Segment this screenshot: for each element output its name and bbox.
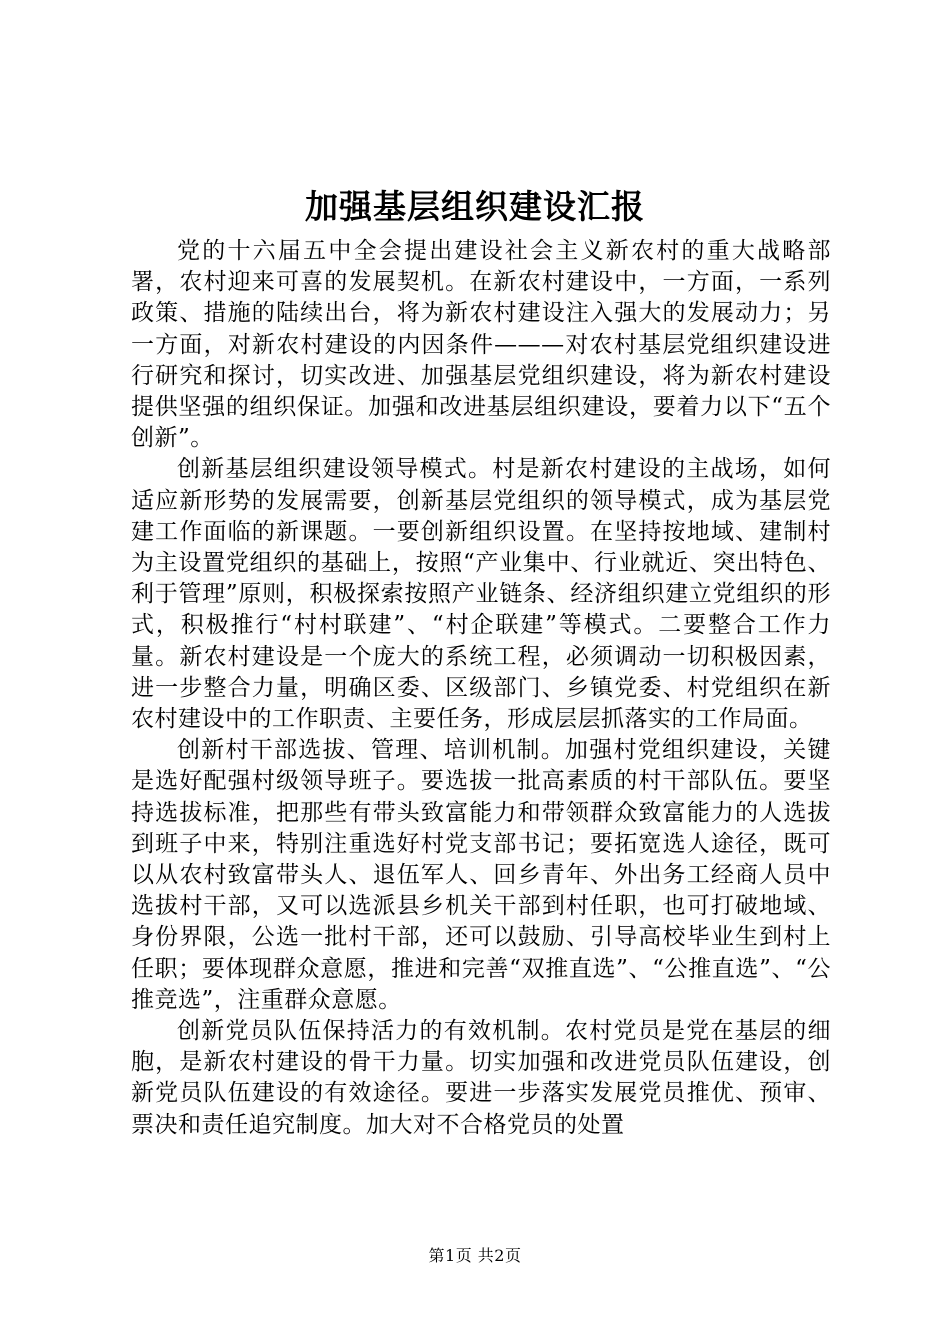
page-number-footer: 第1页 共2页 xyxy=(428,1246,522,1265)
paragraph-leadership-model: 创新基层组织建设领导模式。村是新农村建设的主战场，如何适应新形势的发展需要，创新基层党组织的领导模式，成为基层党建工作面临的新课题。一要创新组织设置。在坚持按地域、建制村为主设置党组织的基础上，按照“产业集中、行业就近、突出特色、利于管理”原则，积极探索按照产业链条、经济组织建立党组织的形式，积极推行“村村联建”、“村企联建”等模式。二要整合工作力量。新农村建设是一个庞大的系统工程，必须调动一切积极因素，进一步整合力量，明确区委、区级部门、乡镇党委、村党组织在新农村建设中的工作职责、主要任务，形成层层抓落实的工作局面。 xyxy=(131,456,831,733)
document-title: 加强基层组织建设汇报 xyxy=(305,187,645,226)
paragraph-intro: 党的十六届五中全会提出建设社会主义新农村的重大战略部署，农村迎来可喜的发展契机。在新农村建设中，一方面，一系列政策、措施的陆续出台，将为新农村建设注入强大的发展动力；另一方面，对新农村建设的内因条件———对农村基层党组织建设进行研究和探讨，切实改进、加强基层党组织建设，将为新农村建设提供坚强的组织保证。加强和改进基层组织建设，要着力以下“五个创新”。 xyxy=(131,238,831,452)
document-body xyxy=(131,236,831,1141)
paragraph-member-vitality: 创新党员队伍保持活力的有效机制。农村党员是党在基层的细胞，是新农村建设的骨干力量。切实加强和改进党员队伍建设，创新党员队伍建设的有效途径。要进一步落实发展党员推优、预审、票决和责任追究制度。加大对不合格党员的处置 xyxy=(131,1018,831,1138)
paragraph-cadre-mechanism: 创新村干部选拔、管理、培训机制。加强村党组织建设，关键是选好配强村级领导班子。要选拔一批高素质的村干部队伍。要坚持选拔标准，把那些有带头致富能力和带领群众致富能力的人选拔到班子中来，特别注重选好村党支部书记；要拓宽选人途径，既可以从农村致富带头人、退伍军人、回乡青年、外出务工经商人员中选拔村干部，又可以选派县乡机关干部到村任职，也可打破地域、身份界限，公选一批村干部，还可以鼓励、引导高校毕业生到村上任职；要体现群众意愿，推进和完善“双推直选”、“公推直选”、“公推竞选”，注重群众意愿。 xyxy=(131,737,831,1013)
